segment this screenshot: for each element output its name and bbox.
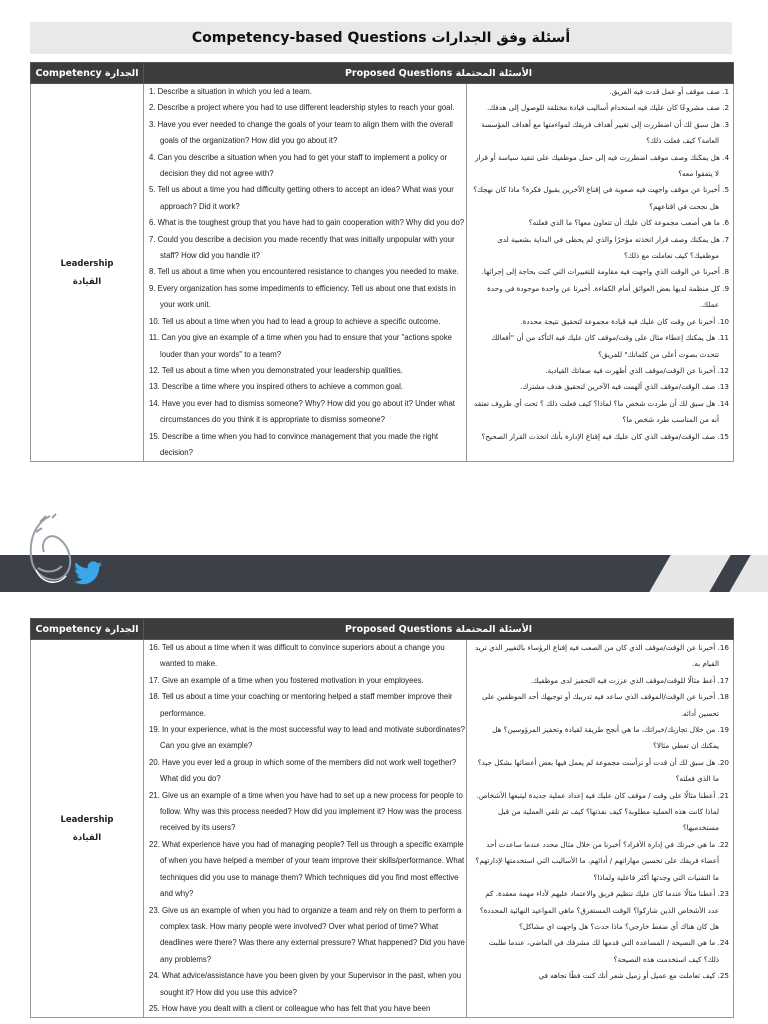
question-en: 11. Can you give an example of a time when you had to ensure that your "actions spoke louder than your words" to a team? xyxy=(149,333,452,359)
question-en: 13. Describe a time where you inspired others to achieve a common goal. xyxy=(149,382,403,392)
question-ar: 12. أخبرنا عن الوقت/موقف الذي أظهرت فيه صفاتك القيادية. xyxy=(545,365,730,375)
question-ar: 4. هل يمكنك وصف موقف اضطررت فيه إلى حمل موظفيك على تنفيذ سياسة أو قرار لا يتفقوا معه؟ xyxy=(475,152,730,179)
competency-cell xyxy=(31,84,144,462)
page-footer-band xyxy=(0,555,768,592)
question-ar: 20. هل سبق لك أن قدت أو ترأست مجموعة لم يعمل فيها بعض أعضائها بشكل جيد؟ ما الذي فعلته؟ xyxy=(477,757,730,784)
question-en: 16. Tell us about a time when it was difficult to convince superiors about a change you wanted to make. xyxy=(149,643,445,669)
question-ar: 14. هل سبق لك أن طردت شخص ما؟ لماذا؟ كيف فعلت ذلك ؟ تحت أي ظروف تعتقد أنه من المناسب طرد شخص ما؟ xyxy=(473,398,730,425)
competency-name-ar: القيادة xyxy=(72,276,102,287)
question-ar: 21. أعطنا مثالًا على وقت / موقف كان عليك فيه إعداد عملية جديدة ليتبعها الأشخاص. لماذا كانت هذه العملية مطلوبة؟ كيف نفذتها؟ كيف تم تلقي العملية من قبل مستخدميها؟ xyxy=(476,790,730,833)
document-title-box xyxy=(30,22,732,54)
question-en: 5. Tell us about a time you had difficulty getting others to accept an idea? What was your approach? Did it work? xyxy=(149,185,454,211)
questions-header: Proposed Questions الأسئلة المحتملة xyxy=(144,619,734,640)
question-en: 9. Every organization has some impediments to efficiency. Tell us about one that exists in your work unit. xyxy=(149,283,456,310)
competency-header: Competency الجدارة xyxy=(31,619,144,640)
question-en: 20. Have you ever led a group in which some of the members did not work well together? What did you do? xyxy=(149,757,457,784)
competency-name-en: Leadership xyxy=(60,258,114,269)
question-ar: 1. صف موقف أو عمل قدت فيه الفريق. xyxy=(609,87,730,96)
question-en: 7. Could you describe a decision you made recently that was initially unpopular with your staff? How did you handle it? xyxy=(149,234,455,261)
arabic-questions-cell xyxy=(467,640,734,1018)
arabic-questions-cell xyxy=(467,84,734,462)
question-en: 2. Describe a project where you had to use different leadership styles to reach your goal. xyxy=(149,103,455,113)
question-ar: 24. ما هي النصيحة / المساعدة التي قدمها لك مشرفك في الماضي، عندما طلبت ذلك؟ كيف استخدمت هذه النصيحة؟ xyxy=(488,938,730,964)
decorative-stripe xyxy=(729,555,768,592)
english-question-list xyxy=(144,84,466,461)
competency-name-ar: القيادة xyxy=(72,832,102,843)
question-en: 4. Can you describe a situation when you had to get your staff to implement a policy or decision they did not agree with? xyxy=(149,152,448,179)
question-ar: 13. صف الوقت/موقف الذي ألهمت فيه الآخرين لتحقيق هدف مشترك. xyxy=(520,382,730,392)
question-ar: 2. صف مشروعًا كان عليك فيه استخدام أساليب قيادة مختلفة للوصول إلى هدفك. xyxy=(486,103,730,113)
question-ar: 16. أخبرنا عن الوقت/موقف الذي كان من الصعب فيه إقناع الرؤساء بالتغيير الذي تريد القيام به. xyxy=(474,643,730,669)
question-ar: 6. ما هي أصعب مجموعة كان عليك أن تتعاون معها؟ ما الذي فعلته؟ xyxy=(528,218,730,228)
document-title: Competency-based Questions أسئلة وفق الجدارات xyxy=(191,30,571,46)
question-en: 21. Give us an example of a time when you have had to set up a new process for people to follow. Why was this process needed? How did you implement it? How was the process received by its users? xyxy=(149,790,463,833)
question-ar: 25. كيف تعاملت مع عميل أو زميل شعر أنك كنت فظًا تجاهه في xyxy=(538,971,730,981)
question-en: 15. Describe a time when you had to convince management that you made the right decision? xyxy=(149,431,439,457)
arabic-question-list xyxy=(467,640,733,985)
questions-table-1 xyxy=(30,62,734,462)
english-question-list xyxy=(144,640,466,1017)
twitter-icon[interactable] xyxy=(74,561,102,585)
question-en: 6. What is the toughest group that you have had to gain cooperation with? Why did you do? xyxy=(149,218,465,228)
question-en: 1. Describe a situation in which you led a team. xyxy=(149,87,312,96)
competency-header: Competency الجدارة xyxy=(31,63,144,84)
question-ar: 7. هل يمكنك وصف قرار اتخذته مؤخرًا والذي لم يحظى في البداية بشعبية لدى موظفيك؟ كيف تعاملت مع ذلك؟ xyxy=(497,234,730,261)
question-ar: 22. ما هي خبرتك في إدارة الأفراد؟ أخبرنا من خلال مثال محدد عندما ساعدت أحد أعضاء فريقك على تحسين مهاراتهم / أدائهم. ما الأساليب التي استخدمتها لإدارتهم؟ ما التقنيات التي وجدتها أكثر فاعلية ولماذا؟ xyxy=(475,839,730,882)
question-ar: 5. أخبرنا عن موقف واجهت فيه صعوبة في إقناع الآخرين بقبول فكرة؟ ماذا كان نهجك؟ هل نجحت في اقناعهم؟ xyxy=(473,185,730,211)
question-en: 10. Tell us about a time when you had to lead a group to achieve a specific outcome. xyxy=(149,316,441,326)
question-ar: 3. هل سبق لك أن اضطررت إلى تغيير أهداف فريقك لمواءمتها مع أهداف المؤسسة العامة؟ كيف فعلت ذلك؟ xyxy=(481,119,730,146)
question-ar: 10. أخبرنا عن وقت كان عليك فيه قيادة مجموعة لتحقيق نتيجة محددة. xyxy=(520,316,730,326)
question-ar: 11. هل يمكنك إعطاء مثال على وقت/موقف كان عليك فيه التأكد من أن "أفعالك تتحدث بصوت أعلى من كلماتك" للفريق؟ xyxy=(491,333,730,359)
question-ar: 19. من خلال تجاربك/خبراتك، ما هي أنجح طريقة لقيادة وتحفيز المرؤوسين؟ هل يمكنك ان تعطي مثالا؟ xyxy=(492,725,730,751)
competency-cell xyxy=(31,640,144,1018)
english-questions-cell xyxy=(144,84,467,462)
question-en: 14. Have you ever had to dismiss someone? Why? How did you go about it? Under what circumstances do you think it is appropriate to dismiss someone? xyxy=(149,398,455,425)
question-en: 24. What advice/assistance have you been given by your Supervisor in the past, when you sought it? How did you use this advice? xyxy=(149,971,462,997)
question-en: 22. What experience have you had of managing people? Tell us through a specific example of when you have helped a member of your team improve their skills/performance. What techniques did you use to manage them? Which techniques did you find most effective and why? xyxy=(149,839,465,899)
question-en: 12. Tell us about a time when you demonstrated your leadership qualities. xyxy=(149,365,403,375)
question-ar: 23. أعطنا مثالًا عندما كان عليك تنظيم فريق والاعتماد عليهم لأداء مهمة معقدة. كم عدد الأشخاص الذين شاركوا؟ الوقت المستغرق؟ ماهي المواعيد النهائية المحددة؟ هل كان هناك أي ضغط خارجي؟ ماذا حدث؟ هل واجهت اي مشاكل؟ xyxy=(479,889,730,931)
question-en: 23. Give us an example of when you had to organize a team and rely on them to perform a complex task. How many people were involved? Over what period of time? What deadlines were there? Was there any external pressure? What happened? Did you have any problems? xyxy=(149,905,465,964)
question-ar: 17. أعط مثالًا للوقت/موقف الذي عززت فيه التحفيز لدى موظفيك. xyxy=(530,675,730,685)
question-en: 8. Tell us about a time when you encountered resistance to changes you needed to make. xyxy=(149,267,459,277)
questions-table-2 xyxy=(30,618,734,1018)
competency-name-en: Leadership xyxy=(60,814,114,825)
questions-header: Proposed Questions الأسئلة المحتملة xyxy=(144,63,734,84)
question-ar: 15. صف الوقت/موقف الذي كان عليك فيه إقناع الإدارة بأنك اتخذت القرار الصحيح؟ xyxy=(481,431,730,441)
question-en: 18. Tell us about a time your coaching or mentoring helped a staff member improve their performance. xyxy=(149,692,453,718)
arabic-question-list xyxy=(467,84,733,445)
question-en: 3. Have you ever needed to change the goals of your team to align them with the overall goals of the organization? How did you go about it? xyxy=(149,119,453,146)
question-ar: 9. كل منظمة لديها بعض العوائق أمام الكفاءة. أخبرنا عن واحدة موجودة في وحدة عملك. xyxy=(487,283,730,310)
question-ar: 18. أخبرنا عن الوقت/الموقف الذي ساعد فيه تدريبك أو توجيهك أحد الموظفين على تحسين أدائه. xyxy=(482,692,730,718)
question-en: 19. In your experience, what is the most successful way to lead and motivate subordinates? Can you give an example? xyxy=(149,725,465,751)
english-questions-cell xyxy=(144,640,467,1018)
calligraphy-logo-icon xyxy=(22,512,78,592)
question-ar: 8. أخبرنا عن الوقت الذي واجهت فيه مقاومة للتغييرات التي كنت بحاجة إلى إجرائها. xyxy=(481,267,730,277)
question-en: 17. Give an example of a time when you fostered motivation in your employees. xyxy=(149,675,424,685)
decorative-stripe xyxy=(649,555,730,592)
question-en: 25. How have you dealt with a client or colleague who has felt that you have been xyxy=(149,1003,431,1013)
